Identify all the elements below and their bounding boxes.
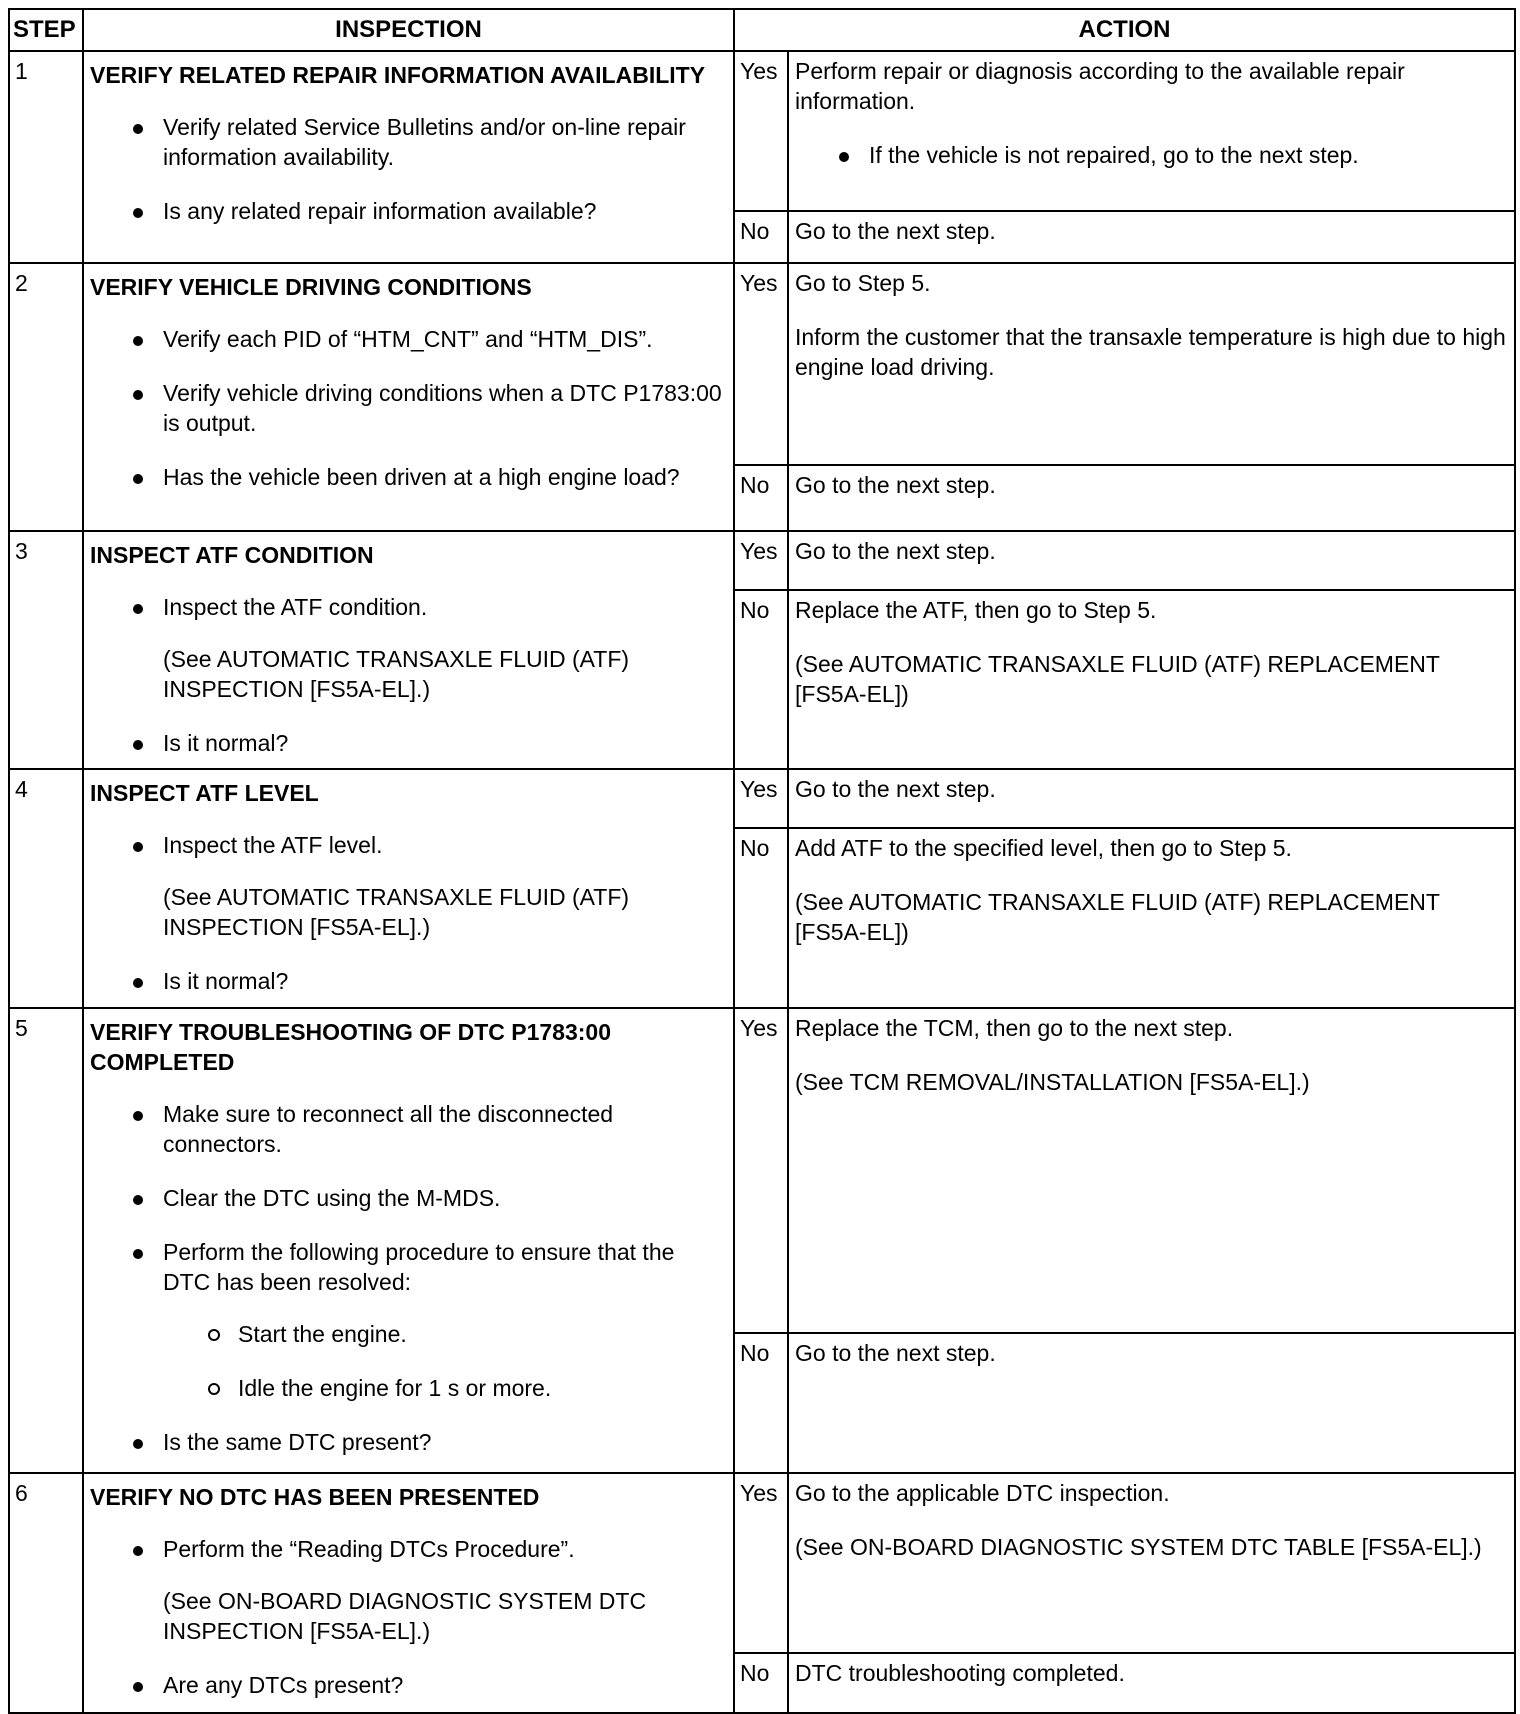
no-action <box>788 211 1515 263</box>
inspection-question: Has the vehicle been driven at a high engine load? <box>163 462 727 492</box>
sub-item: Idle the engine for 1 s or more. <box>238 1373 727 1403</box>
sub-list <box>163 1319 727 1403</box>
inspection-item: Verify related Service Bulletins and/or on-line repair information availability. <box>163 112 727 172</box>
inspection-list <box>90 1099 727 1457</box>
reference-link[interactable]: (See AUTOMATIC TRANSAXLE FLUID (ATF) REPLACEMENT [FS5A-EL]) <box>795 651 1440 707</box>
inspection-list <box>90 830 727 996</box>
step-header: STEP <box>9 9 83 51</box>
step-number: 1 <box>9 51 83 263</box>
reference-link[interactable]: (See AUTOMATIC TRANSAXLE FLUID (ATF) INSPECTION [FS5A-EL].) <box>163 646 630 702</box>
yes-action <box>788 1473 1515 1653</box>
step-title: INSPECT ATF LEVEL <box>90 780 319 806</box>
inspection-question: Is any related repair information available? <box>163 196 727 226</box>
action-text: Go to the next step. <box>795 538 996 564</box>
step-title: VERIFY TROUBLESHOOTING OF DTC P1783:00 COMPLETED <box>90 1019 612 1075</box>
inspection-cell <box>83 531 734 769</box>
step-number: 5 <box>9 1008 83 1473</box>
action-text: Replace the TCM, then go to the next step. <box>795 1015 1234 1041</box>
action-text: Add ATF to the specified level, then go to Step 5. <box>795 835 1292 861</box>
step-3-yes-row <box>9 531 1515 590</box>
action-text: Replace the ATF, then go to Step 5. <box>795 597 1157 623</box>
inspection-list <box>90 592 727 758</box>
inspection-item <box>163 1534 727 1646</box>
action-text: Go to the next step. <box>795 218 996 244</box>
action-text: Go to the next step. <box>795 776 996 802</box>
action-text: Inform the customer that the transaxle temperature is high due to high engine load driving. <box>795 324 1506 380</box>
yes-label: Yes <box>734 1008 788 1333</box>
yes-label: Yes <box>734 1473 788 1653</box>
troubleshooting-table <box>8 8 1516 1714</box>
no-action <box>788 828 1515 1008</box>
action-text: Perform repair or diagnosis according to the available repair information. <box>795 58 1405 114</box>
yes-label: Yes <box>734 51 788 211</box>
step-1-yes-row <box>9 51 1515 211</box>
no-action <box>788 1653 1515 1713</box>
inspection-item: Make sure to reconnect all the disconnected connectors. <box>163 1099 727 1159</box>
no-label: No <box>734 1653 788 1713</box>
yes-label: Yes <box>734 263 788 465</box>
inspection-list <box>90 112 727 226</box>
inspection-item: Verify vehicle driving conditions when a DTC P1783:00 is output. <box>163 378 727 438</box>
inspection-cell <box>83 263 734 531</box>
no-action <box>788 590 1515 769</box>
inspection-item-text: Inspect the ATF level. <box>163 832 383 858</box>
no-label: No <box>734 828 788 1008</box>
reference-link[interactable]: (See AUTOMATIC TRANSAXLE FLUID (ATF) INSPECTION [FS5A-EL].) <box>163 884 630 940</box>
document-page <box>8 8 1514 1705</box>
inspection-question: Are any DTCs present? <box>163 1670 727 1700</box>
step-title: INSPECT ATF CONDITION <box>90 542 374 568</box>
reference-link[interactable]: (See AUTOMATIC TRANSAXLE FLUID (ATF) REPLACEMENT [FS5A-EL]) <box>795 889 1440 945</box>
inspection-list <box>90 1534 727 1700</box>
inspection-cell <box>83 51 734 263</box>
action-list <box>795 140 1508 170</box>
inspection-item-text: Inspect the ATF condition. <box>163 594 428 620</box>
step-5-yes-row <box>9 1008 1515 1333</box>
action-text: Go to Step 5. <box>795 270 931 296</box>
action-text: Go to the applicable DTC inspection. <box>795 1480 1170 1506</box>
inspection-question: Is it normal? <box>163 728 727 758</box>
inspection-cell <box>83 769 734 1008</box>
inspection-list <box>90 324 727 492</box>
step-title: VERIFY VEHICLE DRIVING CONDITIONS <box>90 274 532 300</box>
inspection-cell <box>83 1008 734 1473</box>
inspection-question: Is the same DTC present? <box>163 1427 727 1457</box>
no-action <box>788 465 1515 531</box>
step-number: 6 <box>9 1473 83 1713</box>
yes-action <box>788 531 1515 590</box>
step-number: 2 <box>9 263 83 531</box>
inspection-question: Is it normal? <box>163 966 727 996</box>
action-text: Go to the next step. <box>795 472 996 498</box>
step-2-yes-row <box>9 263 1515 465</box>
yes-action <box>788 1008 1515 1333</box>
no-label: No <box>734 465 788 531</box>
step-6-yes-row <box>9 1473 1515 1653</box>
yes-label: Yes <box>734 531 788 590</box>
reference-link[interactable]: (See ON-BOARD DIAGNOSTIC SYSTEM DTC TABLE [FS5A-EL].) <box>795 1534 1482 1560</box>
inspection-item <box>163 830 727 942</box>
step-number: 3 <box>9 531 83 769</box>
yes-action <box>788 769 1515 828</box>
inspection-cell <box>83 1473 734 1713</box>
action-text: DTC troubleshooting completed. <box>795 1660 1125 1686</box>
inspection-item-text: Perform the “Reading DTCs Procedure”. <box>163 1536 575 1562</box>
inspection-item <box>163 592 727 704</box>
action-bullet: If the vehicle is not repaired, go to the next step. <box>869 140 1508 170</box>
step-4-yes-row <box>9 769 1515 828</box>
inspection-item: Clear the DTC using the M-MDS. <box>163 1183 727 1213</box>
inspection-item-text: Perform the following procedure to ensure that the DTC has been resolved: <box>163 1239 675 1295</box>
inspection-item <box>163 1237 727 1403</box>
no-label: No <box>734 1333 788 1473</box>
no-action <box>788 1333 1515 1473</box>
action-text: Go to the next step. <box>795 1340 996 1366</box>
header-row <box>9 9 1515 51</box>
reference-link[interactable]: (See ON-BOARD DIAGNOSTIC SYSTEM DTC INSPECTION [FS5A-EL].) <box>163 1588 647 1644</box>
action-header: ACTION <box>734 9 1515 51</box>
inspection-item: Verify each PID of “HTM_CNT” and “HTM_DIS”. <box>163 324 727 354</box>
step-title: VERIFY RELATED REPAIR INFORMATION AVAILABILITY <box>90 62 706 88</box>
yes-action <box>788 51 1515 211</box>
inspection-header: INSPECTION <box>83 9 734 51</box>
no-label: No <box>734 211 788 263</box>
step-title: VERIFY NO DTC HAS BEEN PRESENTED <box>90 1484 540 1510</box>
sub-item: Start the engine. <box>238 1319 727 1349</box>
yes-label: Yes <box>734 769 788 828</box>
reference-link[interactable]: (See TCM REMOVAL/INSTALLATION [FS5A-EL].) <box>795 1069 1310 1095</box>
no-label: No <box>734 590 788 769</box>
step-number: 4 <box>9 769 83 1008</box>
yes-action <box>788 263 1515 465</box>
